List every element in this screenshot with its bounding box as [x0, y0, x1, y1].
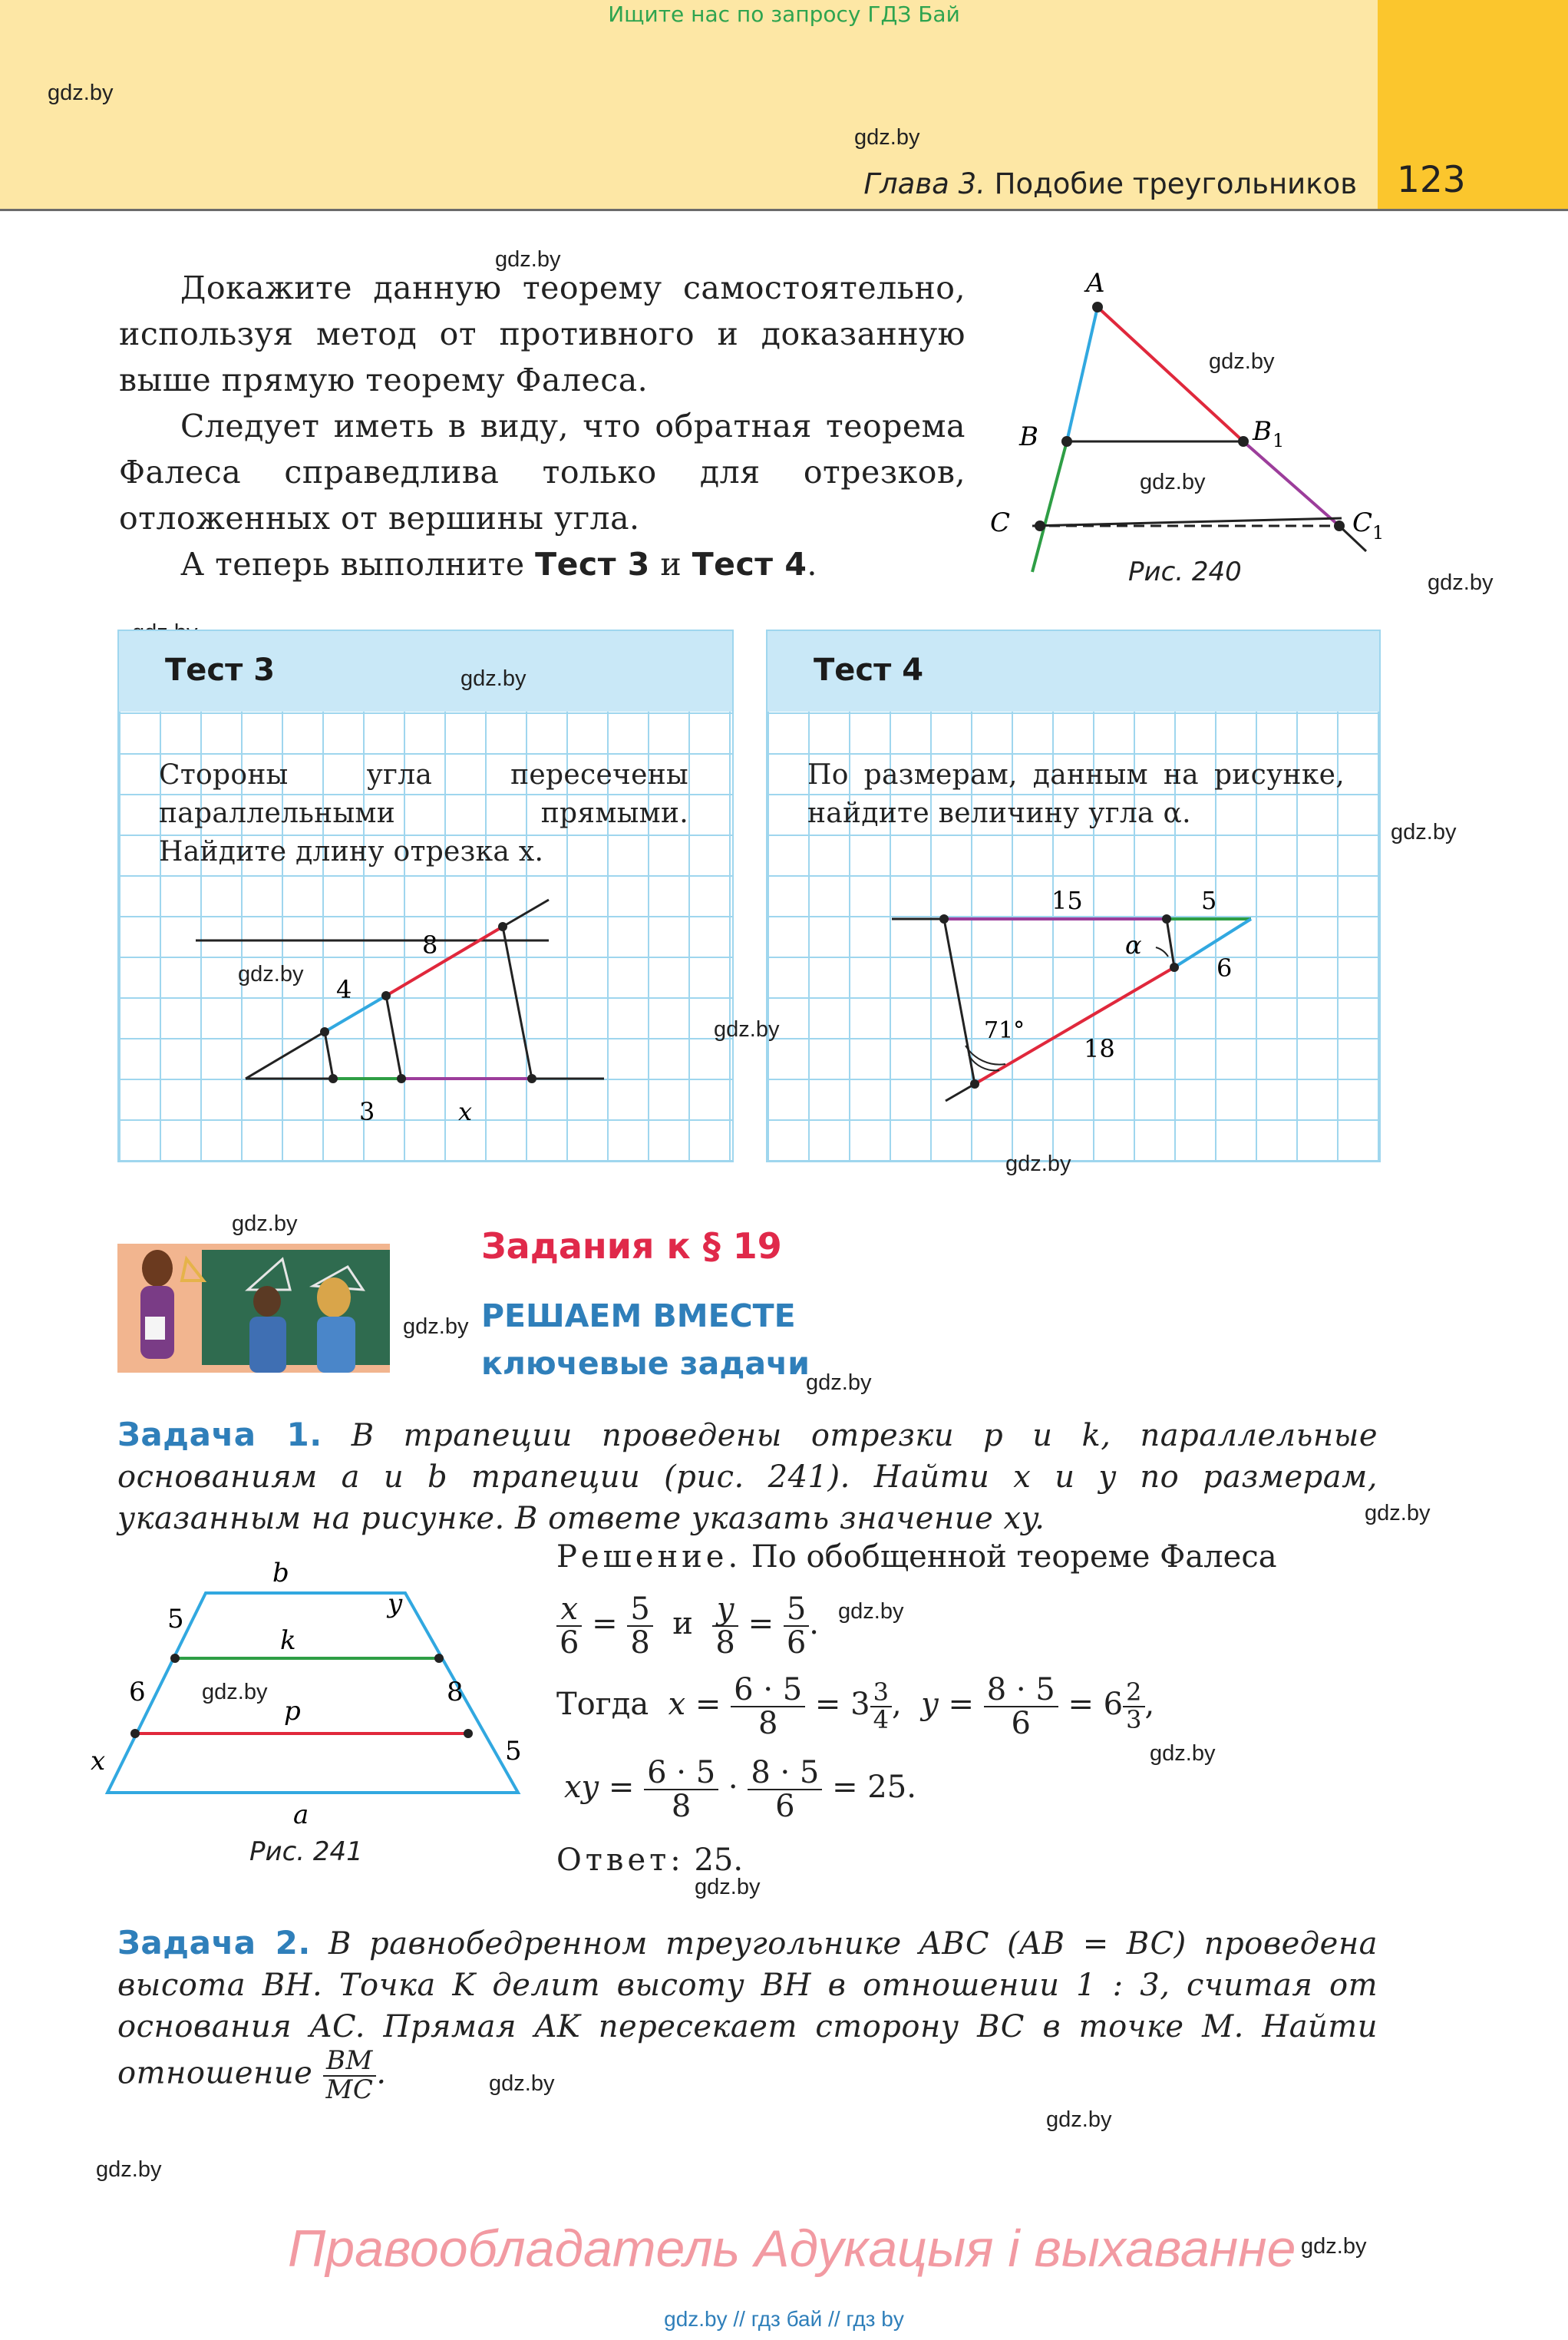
label-3: 3: [359, 1097, 375, 1126]
label-B: B: [1019, 421, 1038, 452]
watermark: gdz.by: [495, 247, 561, 272]
label-8: 8: [422, 930, 438, 960]
label-C1-sub: 1: [1372, 522, 1385, 544]
test-4-card: [766, 630, 1381, 1162]
test-4-figure: [767, 631, 1379, 1161]
fraction-3-4: $\frac{3}{4}$: [870, 1680, 892, 1733]
product-line: xy = $\frac{6 \cdot 5}{8}$ · $\frac{8 \cdot 5}{6}$ = 25.: [564, 1755, 916, 1824]
test-4-text: По размерам, данным на рисунке, найдите величину угла α.: [807, 759, 1345, 829]
task-1-text: В трапеции проведены отрезки p и k, параллельные основаниям a и b трапеции (рис. 241). Найти x и y по размерам, указанным на рисунке. В ответе указать значение xy.: [117, 1418, 1378, 1536]
watermark: gdz.by: [1391, 820, 1457, 844]
intro-test3-ref: Тест 3: [535, 546, 650, 583]
watermark: gdz.by: [1140, 470, 1206, 494]
copyright-notice: Правообладатель Адукацыя і выхаванне: [288, 2219, 1296, 2278]
figure-241: [84, 1558, 545, 1830]
fraction-y-8: $\frac{y}{8}$: [712, 1593, 738, 1659]
watermark: gdz.by: [1150, 1741, 1216, 1766]
watermark: gdz.by: [1046, 2107, 1112, 2132]
ratio-fraction: [323, 2045, 377, 2105]
intro-text-3-prefix: А теперь выполните: [180, 546, 525, 583]
label-B1: B: [1253, 416, 1272, 447]
watermark: gdz.by: [460, 666, 527, 691]
watermark: gdz.by: [96, 2157, 162, 2182]
watermark: gdz.by: [232, 1211, 298, 1236]
label-8-right: 8: [447, 1677, 464, 1707]
test-3-card: [117, 630, 734, 1162]
intro-text-3: [119, 541, 966, 587]
label-A: A: [1086, 268, 1105, 299]
label-x: x: [91, 1746, 106, 1776]
intro-and: и: [660, 546, 682, 583]
watermark: gdz.by: [838, 1599, 904, 1624]
intro-end: .: [807, 546, 817, 583]
top-banner: Ищите нас по запросу ГДЗ Бай: [608, 2, 960, 27]
watermark: gdz.by: [695, 1875, 761, 1899]
label-x: x: [458, 1097, 473, 1126]
watermark: gdz.by: [1209, 349, 1275, 374]
label-5: 5: [1201, 886, 1217, 915]
fraction-6x5-8b: $\frac{6 \cdot 5}{8}$: [644, 1757, 718, 1823]
label-p: p: [284, 1696, 301, 1727]
task-1-label: Задача 1.: [117, 1416, 322, 1453]
solution-text: По обобщенной теореме Фалеса: [751, 1539, 1277, 1575]
fraction-x-6: $\frac{x}{6}$: [556, 1593, 582, 1659]
watermark: gdz.by: [1428, 570, 1494, 595]
figure-241-caption: Рис. 241: [249, 1836, 363, 1867]
section-title: Задания к § 19: [481, 1225, 782, 1267]
figure-240: [990, 261, 1389, 583]
intro-paragraph-1: [119, 265, 966, 587]
chapter-title: [863, 167, 1357, 200]
watermark: gdz.by: [238, 962, 304, 987]
fraction-8x5-6: $\frac{8 \cdot 5}{6}$: [984, 1674, 1058, 1740]
ratio-numerator: BM: [323, 2048, 377, 2077]
watermark: gdz.by: [202, 1680, 268, 1704]
task-2-label: Задача 2.: [117, 1924, 311, 1962]
chapter-name: Подобие треугольников: [994, 167, 1357, 200]
intro-text-1: Докажите данную теорему самостоятельно, используя метод от противного и доказанную выше прямую теорему Фалеса.: [119, 269, 966, 398]
label-5-right: 5: [505, 1736, 522, 1767]
proportion-line: $\frac{x}{6}$ = $\frac{5}{8}$ и $\frac{y}{8}$ = $\frac{5}{6}$ .: [556, 1593, 819, 1659]
section-subtitle-1: РЕШАЕМ ВМЕСТЕ: [481, 1297, 796, 1334]
label-alpha: α: [1125, 930, 1142, 960]
label-C1: C: [1352, 507, 1373, 538]
ratio-denominator: MC: [325, 2074, 374, 2105]
fraction-2-3: $\frac{2}{3}$: [1123, 1680, 1144, 1733]
section-subtitle-2: ключевые задачи: [481, 1345, 810, 1382]
watermark: gdz.by: [1005, 1152, 1071, 1176]
label-B1-sub: 1: [1273, 430, 1285, 451]
watermark: gdz.by: [854, 125, 920, 150]
watermark: gdz.by: [1301, 2234, 1367, 2259]
figure-240-caption: Рис. 240: [1128, 557, 1242, 587]
intro-text-2: Следует иметь в виду, что обратная теорема Фалеса справедлива только для отрезков, отложенных от вершины угла.: [119, 408, 966, 537]
fraction-5-6: $\frac{5}{6}$: [784, 1593, 809, 1659]
then-word: Тогда: [556, 1687, 649, 1722]
intro-test4-ref: Тест 4: [692, 546, 807, 583]
label-6: 6: [1216, 954, 1233, 983]
solution-heading: [556, 1539, 1277, 1575]
label-y: y: [388, 1588, 403, 1619]
footer-links[interactable]: gdz.by // гдз бай // гдз by: [664, 2307, 904, 2331]
chapter-label: Глава 3.: [863, 167, 985, 200]
test-3-figure-lines: [119, 631, 732, 1161]
watermark: gdz.by: [48, 81, 114, 105]
answer-value: 25.: [694, 1843, 744, 1878]
header-rule: [0, 209, 1568, 211]
watermark: gdz.by: [1365, 1501, 1431, 1525]
test-4-title: Тест 4: [814, 653, 924, 688]
watermark: gdz.by: [714, 1017, 780, 1042]
label-5-left: 5: [167, 1604, 184, 1634]
watermark: gdz.by: [806, 1370, 872, 1395]
label-b: b: [272, 1558, 289, 1588]
fraction-6x5-8: $\frac{6 \cdot 5}{8}$: [731, 1674, 805, 1740]
task-2-text: В равнобедренном треугольнике ABC (AB = BC) проведена высота BH. Точка K делит высоту BH в отношении 1 : 3, считая от основания AC. Прямая AK пересекает сторону BC в точке M. Найти отношение: [117, 1926, 1378, 2091]
fraction-8x5-6b: $\frac{8 \cdot 5}{6}$: [748, 1757, 822, 1823]
solution-label: Решение.: [556, 1539, 742, 1575]
watermark: gdz.by: [403, 1314, 469, 1339]
values-line: Тогда x = $\frac{6 \cdot 5}{8}$ = 3 $\frac{3}{4}$ , y = $\frac{8 \cdot 5}{6}$ = 6 $\frac{2}{3}$ ,: [556, 1672, 1155, 1741]
watermark: gdz.by: [489, 2071, 555, 2096]
task-1-statement: [117, 1414, 1378, 1539]
label-18: 18: [1084, 1034, 1115, 1063]
classroom-illustration: [117, 1244, 390, 1373]
label-4: 4: [336, 975, 352, 1004]
test-3-text: Стороны угла пересечены параллельными прямыми. Найдите длину отрезка x.: [159, 759, 688, 868]
answer-line: [556, 1843, 743, 1878]
label-15: 15: [1051, 886, 1083, 915]
answer-label: Ответ:: [556, 1843, 685, 1878]
label-71: 71°: [984, 1017, 1025, 1044]
test-3-title: Тест 3: [165, 653, 276, 688]
label-C: C: [990, 507, 1011, 538]
label-k: k: [280, 1625, 296, 1656]
page-number: 123: [1397, 159, 1466, 201]
fraction-5-8: $\frac{5}{8}$: [627, 1593, 652, 1659]
and-word: и: [672, 1606, 693, 1641]
label-a: a: [293, 1800, 309, 1830]
label-6-left: 6: [129, 1677, 146, 1707]
task-2-statement: Задача 2. В равнобедренном треугольнике ABC (AB = BC) проведена высота BH. Точка K делит высоту BH в отношении 1 : 3, считая от основания AC. Прямая AK пересекает сторону BC в точке M. Найти отношение $\frac{BM}{MC}$ .: [117, 1924, 1378, 2105]
